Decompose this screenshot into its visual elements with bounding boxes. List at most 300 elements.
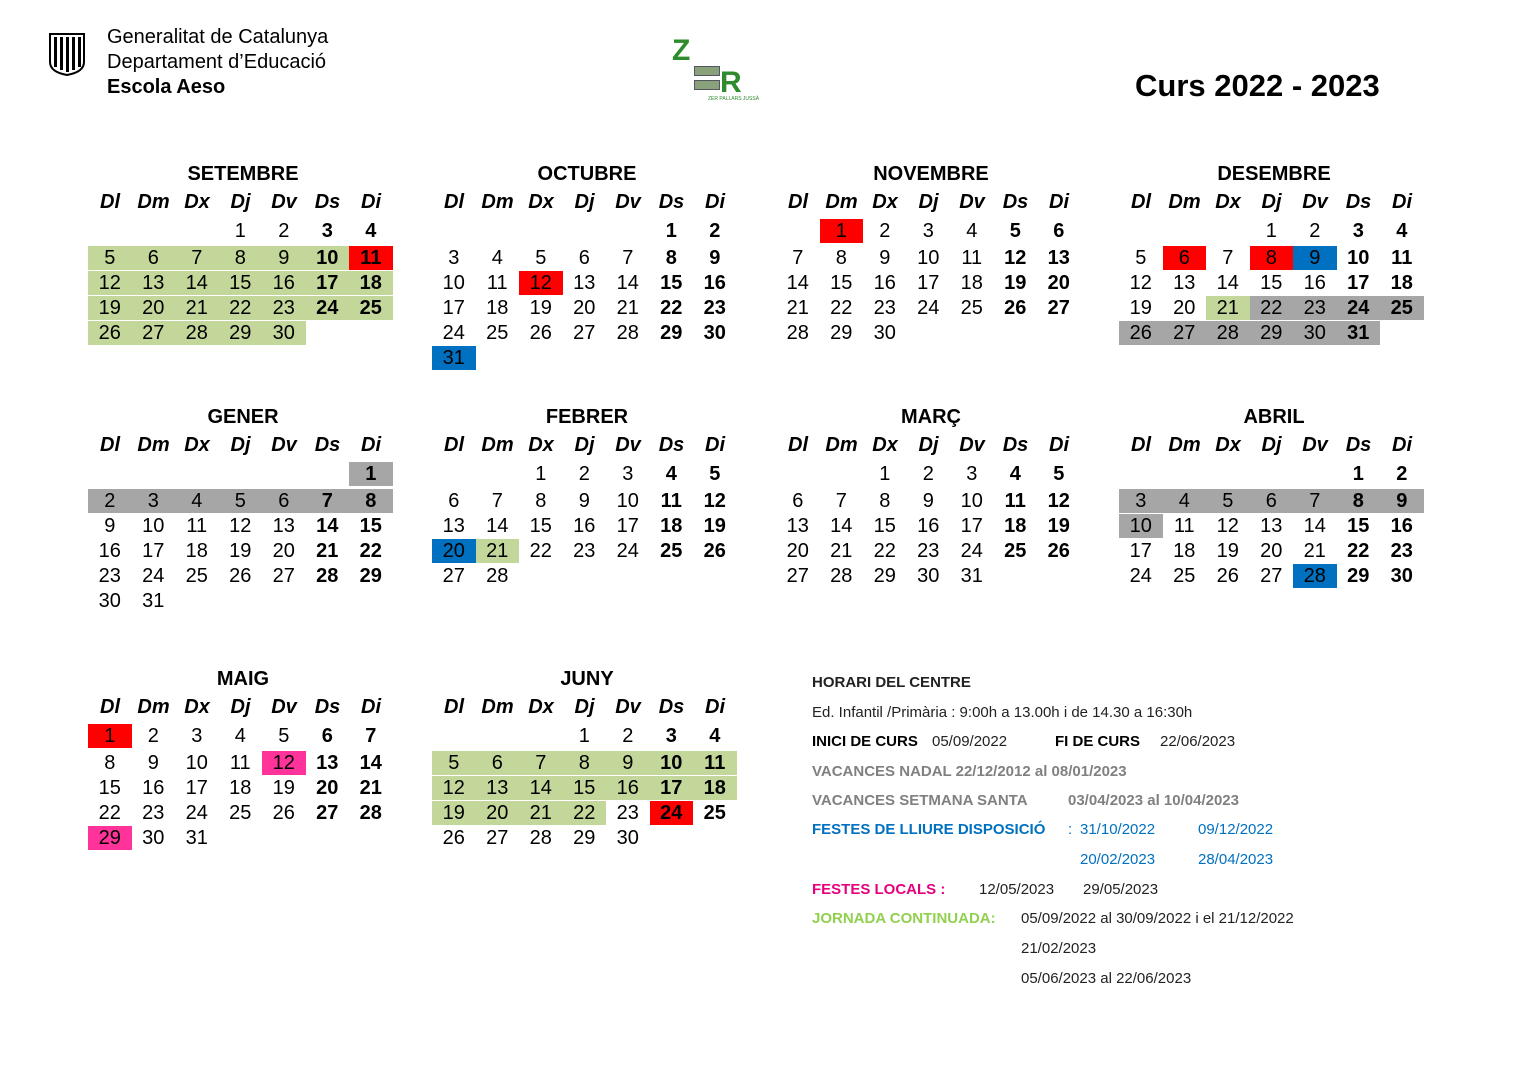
calendar-day: 10 bbox=[306, 246, 350, 270]
calendar-day: 15 bbox=[1347, 515, 1370, 537]
calendar-day: 3 bbox=[665, 725, 677, 747]
calendar-day: 15 bbox=[1260, 272, 1283, 294]
calendar-day: 14 bbox=[830, 515, 853, 537]
weekday-header: Dx bbox=[872, 434, 898, 456]
weekday-header: Di bbox=[705, 696, 725, 718]
calendar-day: 23 bbox=[142, 802, 165, 824]
weekday-header: Dm bbox=[481, 696, 514, 718]
calendar-day: 3 bbox=[448, 247, 460, 269]
calendar-day: 11 bbox=[961, 247, 983, 269]
calendar-day: 1 bbox=[1265, 220, 1277, 242]
continuada-line: 05/09/2022 al 30/09/2022 i el 21/12/2022 bbox=[1021, 910, 1294, 927]
calendar-day: 22 bbox=[359, 540, 382, 562]
calendar-day: 10 bbox=[185, 752, 208, 774]
weekday-header: Dv bbox=[271, 191, 297, 213]
calendar-day: 8 bbox=[219, 246, 263, 270]
weekday-header: Dj bbox=[574, 434, 595, 456]
lliure-date: 31/10/2022 bbox=[1080, 821, 1156, 838]
calendar-day: 5 bbox=[535, 247, 547, 269]
calendar-day: 18 bbox=[693, 776, 737, 800]
calendar-day: 4 bbox=[709, 725, 721, 747]
calendar-day: 2 bbox=[88, 489, 132, 513]
calendar-day: 8 bbox=[104, 752, 116, 774]
calendar-day: 1 bbox=[349, 462, 393, 486]
calendar-day: 2 bbox=[922, 463, 934, 485]
locals-label: FESTES LOCALS : bbox=[812, 881, 946, 898]
calendar-day: 28 bbox=[175, 321, 219, 345]
calendar-day: 1 bbox=[820, 219, 864, 243]
weekday-header: Dm bbox=[825, 191, 858, 213]
weekday-header: Di bbox=[1049, 434, 1069, 456]
weekday-header: Dj bbox=[574, 191, 595, 213]
calendar-day: 20 bbox=[316, 777, 339, 799]
weekday-header: Dv bbox=[615, 696, 641, 718]
calendar-day: 31 bbox=[185, 827, 208, 849]
month-name: OCTUBRE bbox=[537, 163, 637, 185]
calendar-day: 5 bbox=[1206, 489, 1250, 513]
calendar-day: 26 bbox=[1216, 565, 1239, 587]
calendar-day: 26 bbox=[88, 321, 132, 345]
calendar-day: 6 bbox=[476, 751, 520, 775]
calendar-day: 9 bbox=[147, 752, 159, 774]
calendar-day: 6 bbox=[321, 725, 333, 747]
calendar-day: 2 bbox=[709, 220, 721, 242]
calendar-day: 24 bbox=[185, 802, 208, 824]
weekday-header: Dj bbox=[230, 434, 251, 456]
calendar-day: 9 bbox=[879, 247, 891, 269]
calendar-day: 26 bbox=[272, 802, 295, 824]
calendar-day: 31 bbox=[142, 590, 165, 612]
calendar-day: 28 bbox=[529, 827, 552, 849]
calendar-day: 8 bbox=[563, 751, 607, 775]
calendar-day: 23 bbox=[573, 540, 596, 562]
calendar-day: 8 bbox=[1250, 246, 1294, 270]
calendar-day: 22 bbox=[660, 297, 683, 319]
calendar-day: 6 bbox=[1163, 246, 1207, 270]
calendar-day: 28 bbox=[316, 565, 339, 587]
calendar-day: 2 bbox=[622, 725, 634, 747]
weekday-header: Ds bbox=[658, 434, 685, 456]
weekday-header: Di bbox=[361, 696, 381, 718]
calendar-day: 17 bbox=[185, 777, 208, 799]
calendar-day: 4 bbox=[491, 247, 503, 269]
calendar-day: 7 bbox=[306, 489, 350, 513]
weekday-header: Di bbox=[705, 434, 725, 456]
calendar-day: 4 bbox=[1009, 463, 1021, 485]
weekday-header: Dl bbox=[100, 696, 120, 718]
weekday-header: Ds bbox=[314, 696, 341, 718]
calendar-day: 1 bbox=[578, 725, 590, 747]
course-title: Curs 2022 - 2023 bbox=[1135, 68, 1380, 103]
weekday-header: Dx bbox=[184, 191, 210, 213]
calendar-day: 15 bbox=[830, 272, 853, 294]
calendar-day: 17 bbox=[1347, 272, 1370, 294]
calendar-day: 18 bbox=[960, 272, 983, 294]
calendar-day: 9 bbox=[709, 247, 721, 269]
calendar-day: 1 bbox=[879, 463, 891, 485]
calendar-day: 30 bbox=[142, 827, 165, 849]
calendar-day: 8 bbox=[1337, 489, 1381, 513]
calendar-day: 28 bbox=[1206, 321, 1250, 345]
calendar-day: 12 bbox=[1047, 490, 1070, 512]
calendar-day: 3 bbox=[1352, 220, 1364, 242]
calendar-day: 20 bbox=[1260, 540, 1283, 562]
calendar-day: 4 bbox=[234, 725, 246, 747]
calendar-day: 19 bbox=[529, 297, 552, 319]
calendar-day: 8 bbox=[535, 490, 547, 512]
calendar-day: 20 bbox=[476, 801, 520, 825]
calendar-day: 18 bbox=[1173, 540, 1196, 562]
weekday-header: Dm bbox=[481, 434, 514, 456]
calendar-day: 23 bbox=[1390, 540, 1413, 562]
calendar-day: 20 bbox=[272, 540, 295, 562]
month-name: GENER bbox=[207, 406, 279, 428]
calendar-day: 25 bbox=[1380, 296, 1424, 320]
calendar-day: 11 bbox=[693, 751, 737, 775]
calendar-day: 6 bbox=[1053, 220, 1065, 242]
weekday-header: Di bbox=[1392, 434, 1412, 456]
calendar-day: 24 bbox=[616, 540, 639, 562]
zer-logo-z: Z bbox=[672, 34, 691, 67]
calendar-day: 19 bbox=[88, 296, 132, 320]
weekday-header: Di bbox=[1049, 191, 1069, 213]
calendar-day: 13 bbox=[1173, 272, 1196, 294]
month-name: JUNY bbox=[560, 668, 614, 690]
calendar-day: 21 bbox=[786, 297, 809, 319]
weekday-header: Dl bbox=[1131, 191, 1151, 213]
calendar-day: 5 bbox=[1009, 220, 1021, 242]
calendar-day: 7 bbox=[365, 725, 377, 747]
calendar-day: 5 bbox=[432, 751, 476, 775]
weekday-header: Dl bbox=[788, 191, 808, 213]
calendar-day: 3 bbox=[132, 489, 176, 513]
calendar-day: 14 bbox=[359, 752, 382, 774]
calendar-day: 29 bbox=[830, 322, 853, 344]
horari-text: Ed. Infantil /Primària : 9:00h a 13.00h i de 14.30 a 16:30h bbox=[812, 704, 1193, 721]
setmana-santa-label: VACANCES SETMANA SANTA bbox=[812, 792, 1028, 809]
calendar-day: 30 bbox=[1390, 565, 1413, 587]
calendar-day: 10 bbox=[142, 515, 165, 537]
weekday-header: Dv bbox=[1302, 191, 1328, 213]
weekday-header: Dj bbox=[1261, 191, 1282, 213]
calendar-day: 31 bbox=[432, 346, 476, 370]
calendar-day: 27 bbox=[442, 565, 465, 587]
calendar-day: 27 bbox=[272, 565, 295, 587]
calendar-day: 25 bbox=[960, 297, 983, 319]
calendar-day: 22 bbox=[873, 540, 896, 562]
calendar-day: 11 bbox=[660, 490, 682, 512]
weekday-header: Dm bbox=[137, 434, 170, 456]
locals-date: 29/05/2023 bbox=[1083, 881, 1159, 898]
calendar-day: 25 bbox=[703, 802, 726, 824]
calendar-day: 8 bbox=[665, 247, 677, 269]
calendar-day: 16 bbox=[917, 515, 940, 537]
calendar-day: 16 bbox=[873, 272, 896, 294]
calendar-day: 12 bbox=[432, 776, 476, 800]
calendar-day: 5 bbox=[278, 725, 290, 747]
school-name: Escola Aeso bbox=[107, 76, 226, 98]
calendar-day: 12 bbox=[229, 515, 252, 537]
calendar-day: 17 bbox=[1129, 540, 1152, 562]
weekday-header: Di bbox=[705, 191, 725, 213]
calendar-day: 11 bbox=[1004, 490, 1026, 512]
horari-title: HORARI DEL CENTRE bbox=[812, 674, 971, 691]
calendar-day: 29 bbox=[573, 827, 596, 849]
calendar-day: 21 bbox=[476, 539, 520, 563]
calendar-day: 2 bbox=[1309, 220, 1321, 242]
calendar-day: 6 bbox=[448, 490, 460, 512]
calendar-day: 8 bbox=[879, 490, 891, 512]
calendar-day: 29 bbox=[660, 322, 683, 344]
calendar-day: 22 bbox=[1250, 296, 1294, 320]
calendar-day: 27 bbox=[132, 321, 176, 345]
weekday-header: Dm bbox=[481, 191, 514, 213]
calendar-day: 24 bbox=[442, 322, 465, 344]
calendar-day: 14 bbox=[1303, 515, 1326, 537]
calendar-day: 12 bbox=[88, 271, 132, 295]
calendar-day: 9 bbox=[262, 246, 306, 270]
calendar-day: 24 bbox=[142, 565, 165, 587]
calendar-day: 17 bbox=[442, 297, 465, 319]
calendar-day: 19 bbox=[1216, 540, 1239, 562]
lliure-colon: : bbox=[1068, 821, 1073, 838]
weekday-header: Dx bbox=[1215, 191, 1241, 213]
weekday-header: Dm bbox=[1168, 434, 1201, 456]
calendar-day: 14 bbox=[316, 515, 339, 537]
calendar-day: 29 bbox=[1250, 321, 1294, 345]
calendar-day: 18 bbox=[1390, 272, 1413, 294]
month-name: MAIG bbox=[216, 668, 270, 690]
calendar-day: 30 bbox=[98, 590, 121, 612]
calendar-day: 13 bbox=[1260, 515, 1283, 537]
calendar-day: 5 bbox=[1135, 247, 1147, 269]
weekday-header: Dl bbox=[788, 434, 808, 456]
calendar-day: 28 bbox=[359, 802, 382, 824]
calendar-day: 1 bbox=[535, 463, 547, 485]
calendar-day: 10 bbox=[650, 751, 694, 775]
generalitat-seal-icon bbox=[48, 32, 86, 76]
calendar-day: 2 bbox=[879, 220, 891, 242]
calendar-day: 5 bbox=[88, 246, 132, 270]
calendar-day: 4 bbox=[966, 220, 978, 242]
lliure-label: FESTES DE LLIURE DISPOSICIÓ bbox=[812, 821, 1046, 838]
calendar-day: 20 bbox=[1173, 297, 1196, 319]
calendar-day: 27 bbox=[316, 802, 339, 824]
calendar-day: 17 bbox=[142, 540, 165, 562]
calendar-day: 29 bbox=[359, 565, 382, 587]
calendar-day: 21 bbox=[1303, 540, 1326, 562]
calendar-day: 14 bbox=[519, 776, 563, 800]
calendar-day: 25 bbox=[486, 322, 509, 344]
calendar-day: 27 bbox=[486, 827, 509, 849]
calendar-day: 19 bbox=[229, 540, 252, 562]
calendar-day: 5 bbox=[219, 489, 263, 513]
calendar-day: 15 bbox=[529, 515, 552, 537]
calendar-day: 13 bbox=[272, 515, 295, 537]
calendar-day: 18 bbox=[486, 297, 509, 319]
weekday-header: Dj bbox=[574, 696, 595, 718]
calendar-day: 10 bbox=[442, 272, 465, 294]
calendar-day: 23 bbox=[703, 297, 726, 319]
weekday-header: Ds bbox=[1345, 434, 1372, 456]
calendar-day: 22 bbox=[830, 297, 853, 319]
calendar-day: 6 bbox=[262, 489, 306, 513]
calendar-day: 24 bbox=[960, 540, 983, 562]
calendar-day: 14 bbox=[175, 271, 219, 295]
calendar-day: 23 bbox=[1293, 296, 1337, 320]
calendar-day: 20 bbox=[132, 296, 176, 320]
calendar-day: 23 bbox=[262, 296, 306, 320]
calendar-day: 15 bbox=[563, 776, 607, 800]
calendar-day: 30 bbox=[262, 321, 306, 345]
calendar-day: 23 bbox=[873, 297, 896, 319]
calendar-day: 22 bbox=[563, 801, 607, 825]
weekday-header: Dl bbox=[1131, 434, 1151, 456]
calendar-day: 6 bbox=[1250, 489, 1294, 513]
calendar-day: 15 bbox=[660, 272, 683, 294]
calendar-day: 16 bbox=[703, 272, 726, 294]
weekday-header: Dl bbox=[444, 696, 464, 718]
calendar-day: 2 bbox=[147, 725, 159, 747]
month-name: FEBRER bbox=[545, 406, 629, 428]
weekday-header: Di bbox=[1392, 191, 1412, 213]
calendar-day: 12 bbox=[1129, 272, 1152, 294]
weekday-header: Dv bbox=[615, 191, 641, 213]
calendar-day: 13 bbox=[476, 776, 520, 800]
calendar-day: 26 bbox=[442, 827, 465, 849]
inici-date: 05/09/2022 bbox=[932, 733, 1008, 750]
calendar-day: 1 bbox=[1352, 463, 1364, 485]
calendar-day: 30 bbox=[917, 565, 940, 587]
calendar-day: 28 bbox=[616, 322, 639, 344]
weekday-header: Dm bbox=[1168, 191, 1201, 213]
calendar-day: 14 bbox=[616, 272, 639, 294]
vacances-nadal: VACANCES NADAL 22/12/2012 al 08/01/2023 bbox=[812, 763, 1127, 780]
calendar-day: 7 bbox=[519, 751, 563, 775]
calendar-day: 16 bbox=[1303, 272, 1326, 294]
calendar-day: 27 bbox=[1260, 565, 1283, 587]
calendar-day: 13 bbox=[1047, 247, 1070, 269]
calendar-day: 28 bbox=[786, 322, 809, 344]
calendar-day: 16 bbox=[98, 540, 121, 562]
calendar-day: 25 bbox=[185, 565, 208, 587]
calendar-day: 9 bbox=[1293, 246, 1337, 270]
weekday-header: Dv bbox=[271, 696, 297, 718]
calendar-day: 17 bbox=[917, 272, 940, 294]
zer-logo bbox=[668, 32, 760, 104]
calendar-day: 7 bbox=[792, 247, 804, 269]
weekday-header: Dm bbox=[137, 696, 170, 718]
calendar-day: 4 bbox=[175, 489, 219, 513]
calendar-day: 20 bbox=[1047, 272, 1070, 294]
locals-date: 12/05/2023 bbox=[979, 881, 1055, 898]
calendar-day: 9 bbox=[922, 490, 934, 512]
calendar-day: 31 bbox=[960, 565, 983, 587]
calendar-day: 10 bbox=[616, 490, 639, 512]
weekday-header: Ds bbox=[658, 696, 685, 718]
lliure-date: 20/02/2023 bbox=[1080, 851, 1156, 868]
org-name: Generalitat de Catalunya bbox=[107, 26, 329, 48]
calendar-day: 23 bbox=[616, 802, 639, 824]
weekday-header: Di bbox=[361, 191, 381, 213]
weekday-header: Dj bbox=[230, 696, 251, 718]
weekday-header: Dl bbox=[444, 191, 464, 213]
calendar-day: 17 bbox=[306, 271, 350, 295]
weekday-header: Dx bbox=[872, 191, 898, 213]
weekday-header: Dv bbox=[959, 434, 985, 456]
calendar-day: 13 bbox=[442, 515, 465, 537]
calendar-day: 18 bbox=[1004, 515, 1027, 537]
calendar-day: 2 bbox=[578, 463, 590, 485]
calendar-day: 27 bbox=[786, 565, 809, 587]
info-block bbox=[812, 668, 1502, 998]
weekday-header: Di bbox=[361, 434, 381, 456]
calendar-day: 13 bbox=[316, 752, 339, 774]
calendar-day: 5 bbox=[709, 463, 721, 485]
calendar-day: 21 bbox=[616, 297, 639, 319]
weekday-header: Ds bbox=[658, 191, 685, 213]
calendar-day: 7 bbox=[1222, 247, 1234, 269]
calendar-day: 17 bbox=[960, 515, 983, 537]
calendar-day: 9 bbox=[104, 515, 116, 537]
month-name: NOVEMBRE bbox=[873, 163, 989, 185]
calendar-day: 24 bbox=[650, 801, 694, 825]
calendar-day: 14 bbox=[786, 272, 809, 294]
weekday-header: Ds bbox=[314, 191, 341, 213]
calendar-day: 15 bbox=[98, 777, 121, 799]
calendar-day: 15 bbox=[219, 271, 263, 295]
calendar-day: 2 bbox=[278, 220, 290, 242]
calendar-day: 22 bbox=[529, 540, 552, 562]
calendar-day: 28 bbox=[1293, 564, 1337, 588]
calendar-day: 18 bbox=[349, 271, 393, 295]
calendar-day: 6 bbox=[578, 247, 590, 269]
calendar-day: 6 bbox=[792, 490, 804, 512]
calendar-day: 22 bbox=[1347, 540, 1370, 562]
calendar-day: 31 bbox=[1337, 321, 1381, 345]
calendar-day: 30 bbox=[873, 322, 896, 344]
calendar-day: 24 bbox=[306, 296, 350, 320]
calendar-day: 21 bbox=[830, 540, 853, 562]
calendar-day: 16 bbox=[606, 776, 650, 800]
month-name: SETEMBRE bbox=[187, 163, 299, 185]
weekday-header: Dx bbox=[184, 696, 210, 718]
weekday-header: Dv bbox=[959, 191, 985, 213]
calendar-day: 30 bbox=[1293, 321, 1337, 345]
calendar-day: 24 bbox=[1337, 296, 1381, 320]
calendar-day: 21 bbox=[1206, 296, 1250, 320]
calendar-day: 20 bbox=[432, 539, 476, 563]
zer-logo-photo-1 bbox=[694, 66, 720, 76]
calendar-day: 20 bbox=[573, 297, 596, 319]
weekday-header: Dx bbox=[528, 191, 554, 213]
weekday-header: Dj bbox=[1261, 434, 1282, 456]
calendar-day: 9 bbox=[1380, 489, 1424, 513]
calendar-day: 27 bbox=[573, 322, 596, 344]
calendar-day: 23 bbox=[917, 540, 940, 562]
calendar-day: 26 bbox=[1119, 321, 1163, 345]
calendar-day: 12 bbox=[1004, 247, 1027, 269]
calendar-day: 5 bbox=[1053, 463, 1065, 485]
calendar-day: 30 bbox=[616, 827, 639, 849]
calendar-day: 10 bbox=[917, 247, 940, 269]
calendar-day: 25 bbox=[349, 296, 393, 320]
calendar-day: 3 bbox=[191, 725, 203, 747]
calendar-day: 13 bbox=[573, 272, 596, 294]
calendar-day: 13 bbox=[786, 515, 809, 537]
weekday-header: Dj bbox=[230, 191, 251, 213]
calendar-day: 26 bbox=[1004, 297, 1027, 319]
